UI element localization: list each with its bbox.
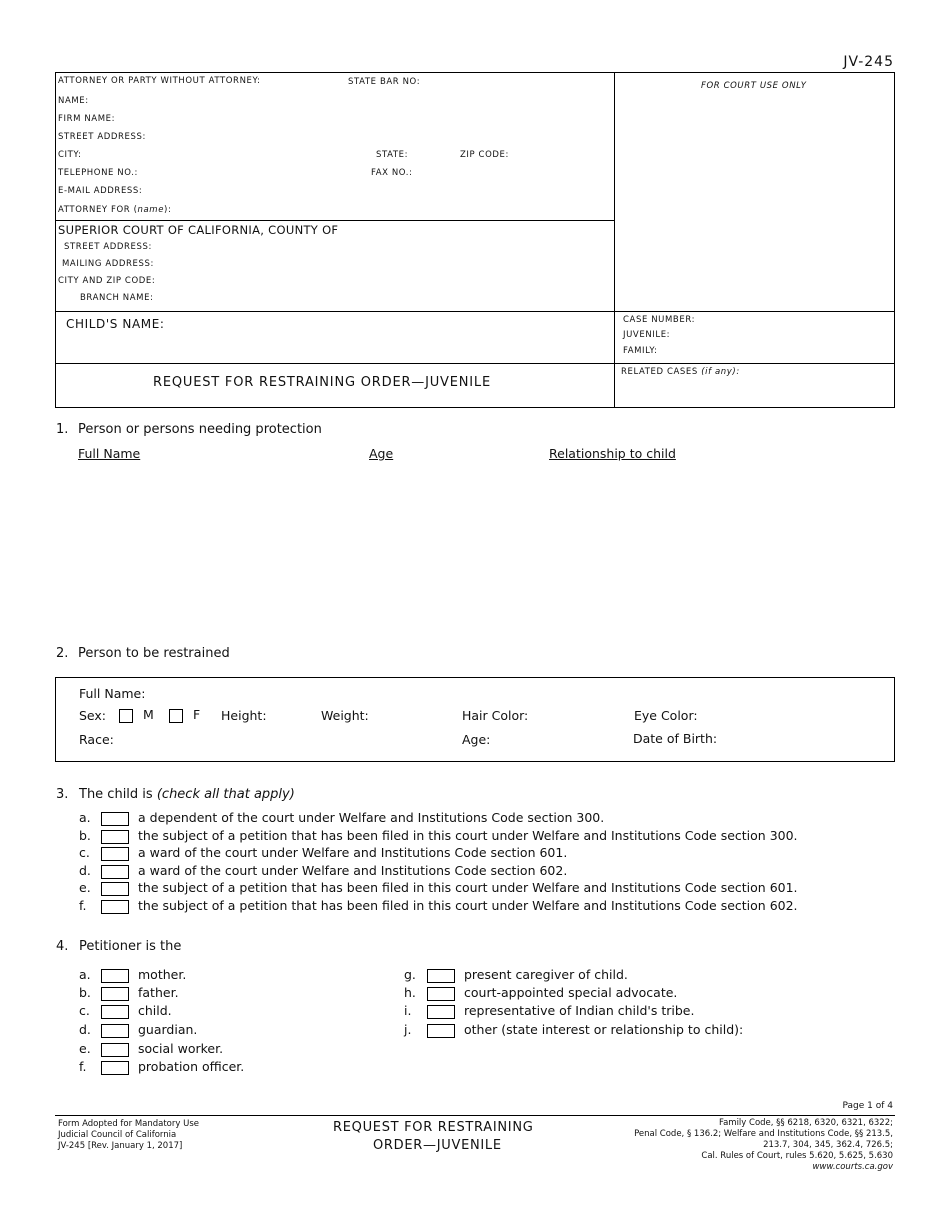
petitioner-letter: g. xyxy=(404,967,416,982)
petitioner-option-text: mother. xyxy=(138,967,187,982)
petitioner-letter: a. xyxy=(79,967,91,982)
child-status-checkbox[interactable] xyxy=(101,812,129,826)
form-title: REQUEST FOR RESTRAINING ORDER—JUVENILE xyxy=(153,375,491,390)
footer-cite-1: Family Code, §§ 6218, 6320, 6321, 6322; xyxy=(718,1118,893,1128)
petitioner-checkbox[interactable] xyxy=(101,1024,129,1038)
child-status-checkbox[interactable] xyxy=(101,882,129,896)
weight-label: Weight: xyxy=(321,708,369,723)
petitioner-letter: d. xyxy=(79,1022,91,1037)
age-label: Age: xyxy=(462,732,491,747)
petitioner-option-text: representative of Indian child's tribe. xyxy=(464,1003,695,1018)
caption-divider xyxy=(614,72,615,408)
footer-cite-3: 213.7, 304, 345, 362.4, 726.5; xyxy=(763,1140,893,1150)
eye-color-label: Eye Color: xyxy=(634,708,698,723)
petitioner-letter: f. xyxy=(79,1059,87,1074)
section4-number: 4. xyxy=(56,939,69,954)
city-label: CITY: xyxy=(58,150,82,160)
petitioner-letter: j. xyxy=(404,1022,412,1037)
caption-box xyxy=(55,72,895,408)
street-address-label: STREET ADDRESS: xyxy=(58,132,146,142)
attorney-for-label: ATTORNEY FOR (name): xyxy=(58,205,172,215)
court-use-only-label: FOR COURT USE ONLY xyxy=(701,81,807,91)
child-status-text: a ward of the court under Welfare and Institutions Code section 602. xyxy=(138,862,568,878)
petitioner-checkbox[interactable] xyxy=(427,1024,455,1038)
petitioner-letter: b. xyxy=(79,985,91,1000)
race-label: Race: xyxy=(79,732,114,747)
petitioner-option-text: probation officer. xyxy=(138,1059,245,1074)
petitioner-checkbox[interactable] xyxy=(101,1005,129,1019)
state-label: STATE: xyxy=(376,150,409,160)
petitioner-checkbox[interactable] xyxy=(427,1005,455,1019)
fax-label: FAX NO.: xyxy=(371,168,413,178)
child-status-letter: c. xyxy=(79,845,90,860)
child-name-label: CHILD'S NAME: xyxy=(66,317,165,331)
footer-title-line2: ORDER—JUVENILE xyxy=(373,1138,502,1153)
firm-name-label: FIRM NAME: xyxy=(58,114,116,124)
child-status-text: the subject of a petition that has been filed in this court under Welfare and Institutions Code section 601. xyxy=(138,880,798,895)
section1-heading: Person or persons needing protection xyxy=(78,422,322,437)
section1-number: 1. xyxy=(56,422,69,437)
attorney-label: ATTORNEY OR PARTY WITHOUT ATTORNEY: xyxy=(58,76,261,86)
child-status-checkbox[interactable] xyxy=(101,847,129,861)
child-status-letter: f. xyxy=(79,897,87,913)
petitioner-letter: h. xyxy=(404,985,416,1000)
petitioner-checkbox[interactable] xyxy=(101,1043,129,1057)
juvenile-label: JUVENILE: xyxy=(623,330,671,340)
section3-number: 3. xyxy=(56,787,69,802)
sex-female-label: F xyxy=(193,707,201,722)
section4-heading: Petitioner is the xyxy=(79,939,182,954)
child-status-checkbox[interactable] xyxy=(101,900,129,914)
form-number: JV-245 xyxy=(843,54,894,70)
section3-heading: The child is (check all that apply) xyxy=(79,787,295,802)
column-age: Age xyxy=(369,446,394,461)
petitioner-option-text: court-appointed special advocate. xyxy=(464,985,678,1000)
footer-adopted-1: Form Adopted for Mandatory Use xyxy=(58,1119,199,1129)
name-label: NAME: xyxy=(58,96,89,106)
court-mailing-label: MAILING ADDRESS: xyxy=(62,259,154,269)
petitioner-letter: e. xyxy=(79,1041,91,1056)
child-status-letter: b. xyxy=(79,827,91,843)
petitioner-checkbox[interactable] xyxy=(101,969,129,983)
court-branch-label: BRANCH NAME: xyxy=(80,293,154,303)
child-status-letter: d. xyxy=(79,862,91,878)
court-street-label: STREET ADDRESS: xyxy=(64,242,152,252)
footer-cite-2: Penal Code, § 136.2; Welfare and Institutions Code, §§ 213.5, xyxy=(634,1129,893,1139)
child-status-text: a ward of the court under Welfare and Institutions Code section 601. xyxy=(138,845,568,860)
section2-heading: Person to be restrained xyxy=(78,646,230,661)
petitioner-option-text: present caregiver of child. xyxy=(464,967,628,982)
hair-color-label: Hair Color: xyxy=(462,708,529,723)
petitioner-option-text: guardian. xyxy=(138,1022,198,1037)
dob-label: Date of Birth: xyxy=(633,731,718,746)
zip-label: ZIP CODE: xyxy=(460,150,509,160)
footer-rule xyxy=(55,1115,895,1116)
sex-label: Sex: xyxy=(79,708,107,723)
petitioner-option-text: other (state interest or relationship to child): xyxy=(464,1022,744,1037)
child-status-text: the subject of a petition that has been filed in this court under Welfare and Institutions Code section 602. xyxy=(138,897,798,913)
petitioner-checkbox[interactable] xyxy=(427,987,455,1001)
state-bar-label: STATE BAR NO: xyxy=(348,77,421,87)
child-status-letter: e. xyxy=(79,880,91,895)
sex-female-checkbox[interactable] xyxy=(169,709,183,723)
court-city-zip-label: CITY AND ZIP CODE: xyxy=(58,276,156,286)
petitioner-option-text: social worker. xyxy=(138,1041,224,1056)
page-number: Page 1 of 4 xyxy=(842,1101,893,1111)
section2-number: 2. xyxy=(56,646,69,661)
column-relationship: Relationship to child xyxy=(549,446,676,461)
family-label: FAMILY: xyxy=(623,346,658,356)
footer-adopted-2: Judicial Council of California xyxy=(58,1130,177,1140)
child-status-text: the subject of a petition that has been filed in this court under Welfare and Institutions Code section 300. xyxy=(138,827,798,843)
petitioner-option-text: father. xyxy=(138,985,179,1000)
child-status-text: a dependent of the court under Welfare and Institutions Code section 300. xyxy=(138,810,605,825)
footer-cite-4: Cal. Rules of Court, rules 5.620, 5.625, 5.630 xyxy=(701,1151,893,1161)
child-status-checkbox[interactable] xyxy=(101,865,129,879)
court-title: SUPERIOR COURT OF CALIFORNIA, COUNTY OF xyxy=(58,223,339,237)
related-cases-label: RELATED CASES (if any): xyxy=(621,367,740,377)
footer-title-line1: REQUEST FOR RESTRAINING xyxy=(333,1120,534,1135)
height-label: Height: xyxy=(221,708,267,723)
sex-male-checkbox[interactable] xyxy=(119,709,133,723)
child-status-checkbox[interactable] xyxy=(101,830,129,844)
petitioner-checkbox[interactable] xyxy=(101,1061,129,1075)
petitioner-checkbox[interactable] xyxy=(427,969,455,983)
petitioner-letter: c. xyxy=(79,1003,90,1018)
petitioner-option-text: child. xyxy=(138,1003,172,1018)
telephone-label: TELEPHONE NO.: xyxy=(58,168,138,178)
petitioner-letter: i. xyxy=(404,1003,412,1018)
case-number-label: CASE NUMBER: xyxy=(623,315,696,325)
column-full-name: Full Name xyxy=(78,446,141,461)
email-label: E-MAIL ADDRESS: xyxy=(58,186,143,196)
footer-adopted-3: JV-245 [Rev. January 1, 2017] xyxy=(58,1141,183,1151)
sex-male-label: M xyxy=(143,707,154,722)
child-status-letter: a. xyxy=(79,810,91,825)
petitioner-checkbox[interactable] xyxy=(101,987,129,1001)
footer-website[interactable]: www.courts.ca.gov xyxy=(812,1162,893,1172)
restrained-full-name-label: Full Name: xyxy=(79,686,146,701)
